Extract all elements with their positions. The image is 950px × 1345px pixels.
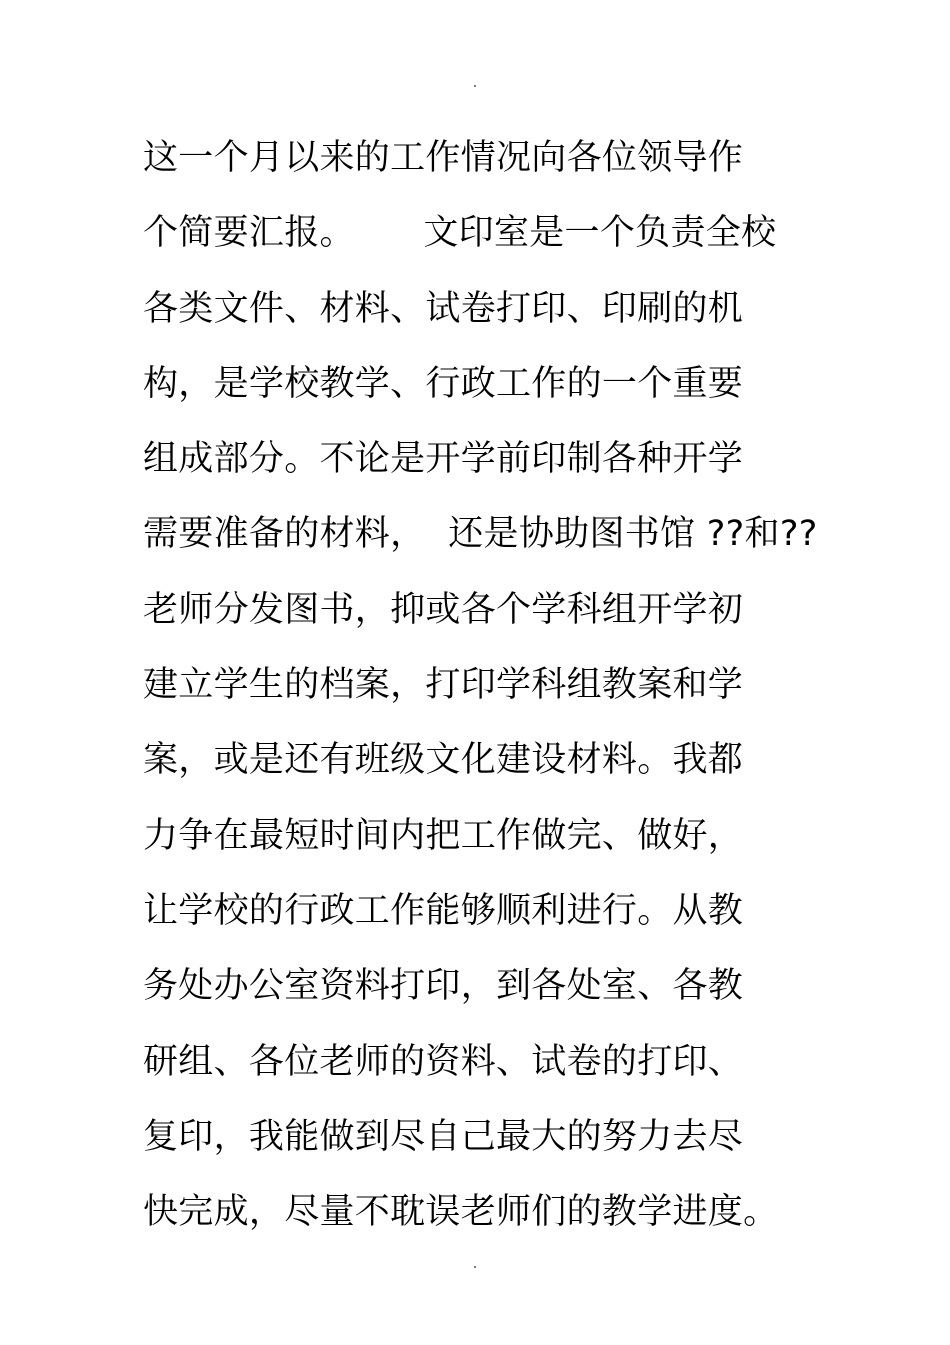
text-line: 快完成，尽量不耽误老师们的教学进度。 [143,1192,779,1233]
text-line: 这一个月以来的工作情况向各位领导作 [143,138,744,178]
text-line: 构，是学校教学、行政工作的一个重要 [143,363,744,404]
header-dot [474,85,476,87]
text-line: 需要准备的材料， 还是协助图书馆 ??和?? [143,514,818,555]
text-line: 组成部分。不论是开学前印制各种开学 [143,439,744,480]
text-line: 务处办公室资料打印，到各处室、各教 [143,966,744,1007]
text-line: 研组、各位老师的资料、试卷的打印、 [143,1041,744,1082]
body-text [143,132,863,1261]
text-line: 力争在最短时间内把工作做完、做好， [143,815,744,856]
footer-dot [474,1266,476,1268]
text-line: 个简要汇报。 文印室是一个负责全校 [143,213,777,254]
text-line: 老师分发图书，抑或各个学科组开学初 [143,589,744,630]
text-line: 各类文件、材料、试卷打印、印刷的机 [143,288,744,329]
text-line: 建立学生的档案，打印学科组教案和学 [143,665,744,706]
text-line: 案，或是还有班级文化建设材料。我都 [143,740,744,781]
text-line: 让学校的行政工作能够顺利进行。从教 [143,890,744,931]
text-line: 复印，我能做到尽自己最大的努力去尽 [143,1116,744,1157]
